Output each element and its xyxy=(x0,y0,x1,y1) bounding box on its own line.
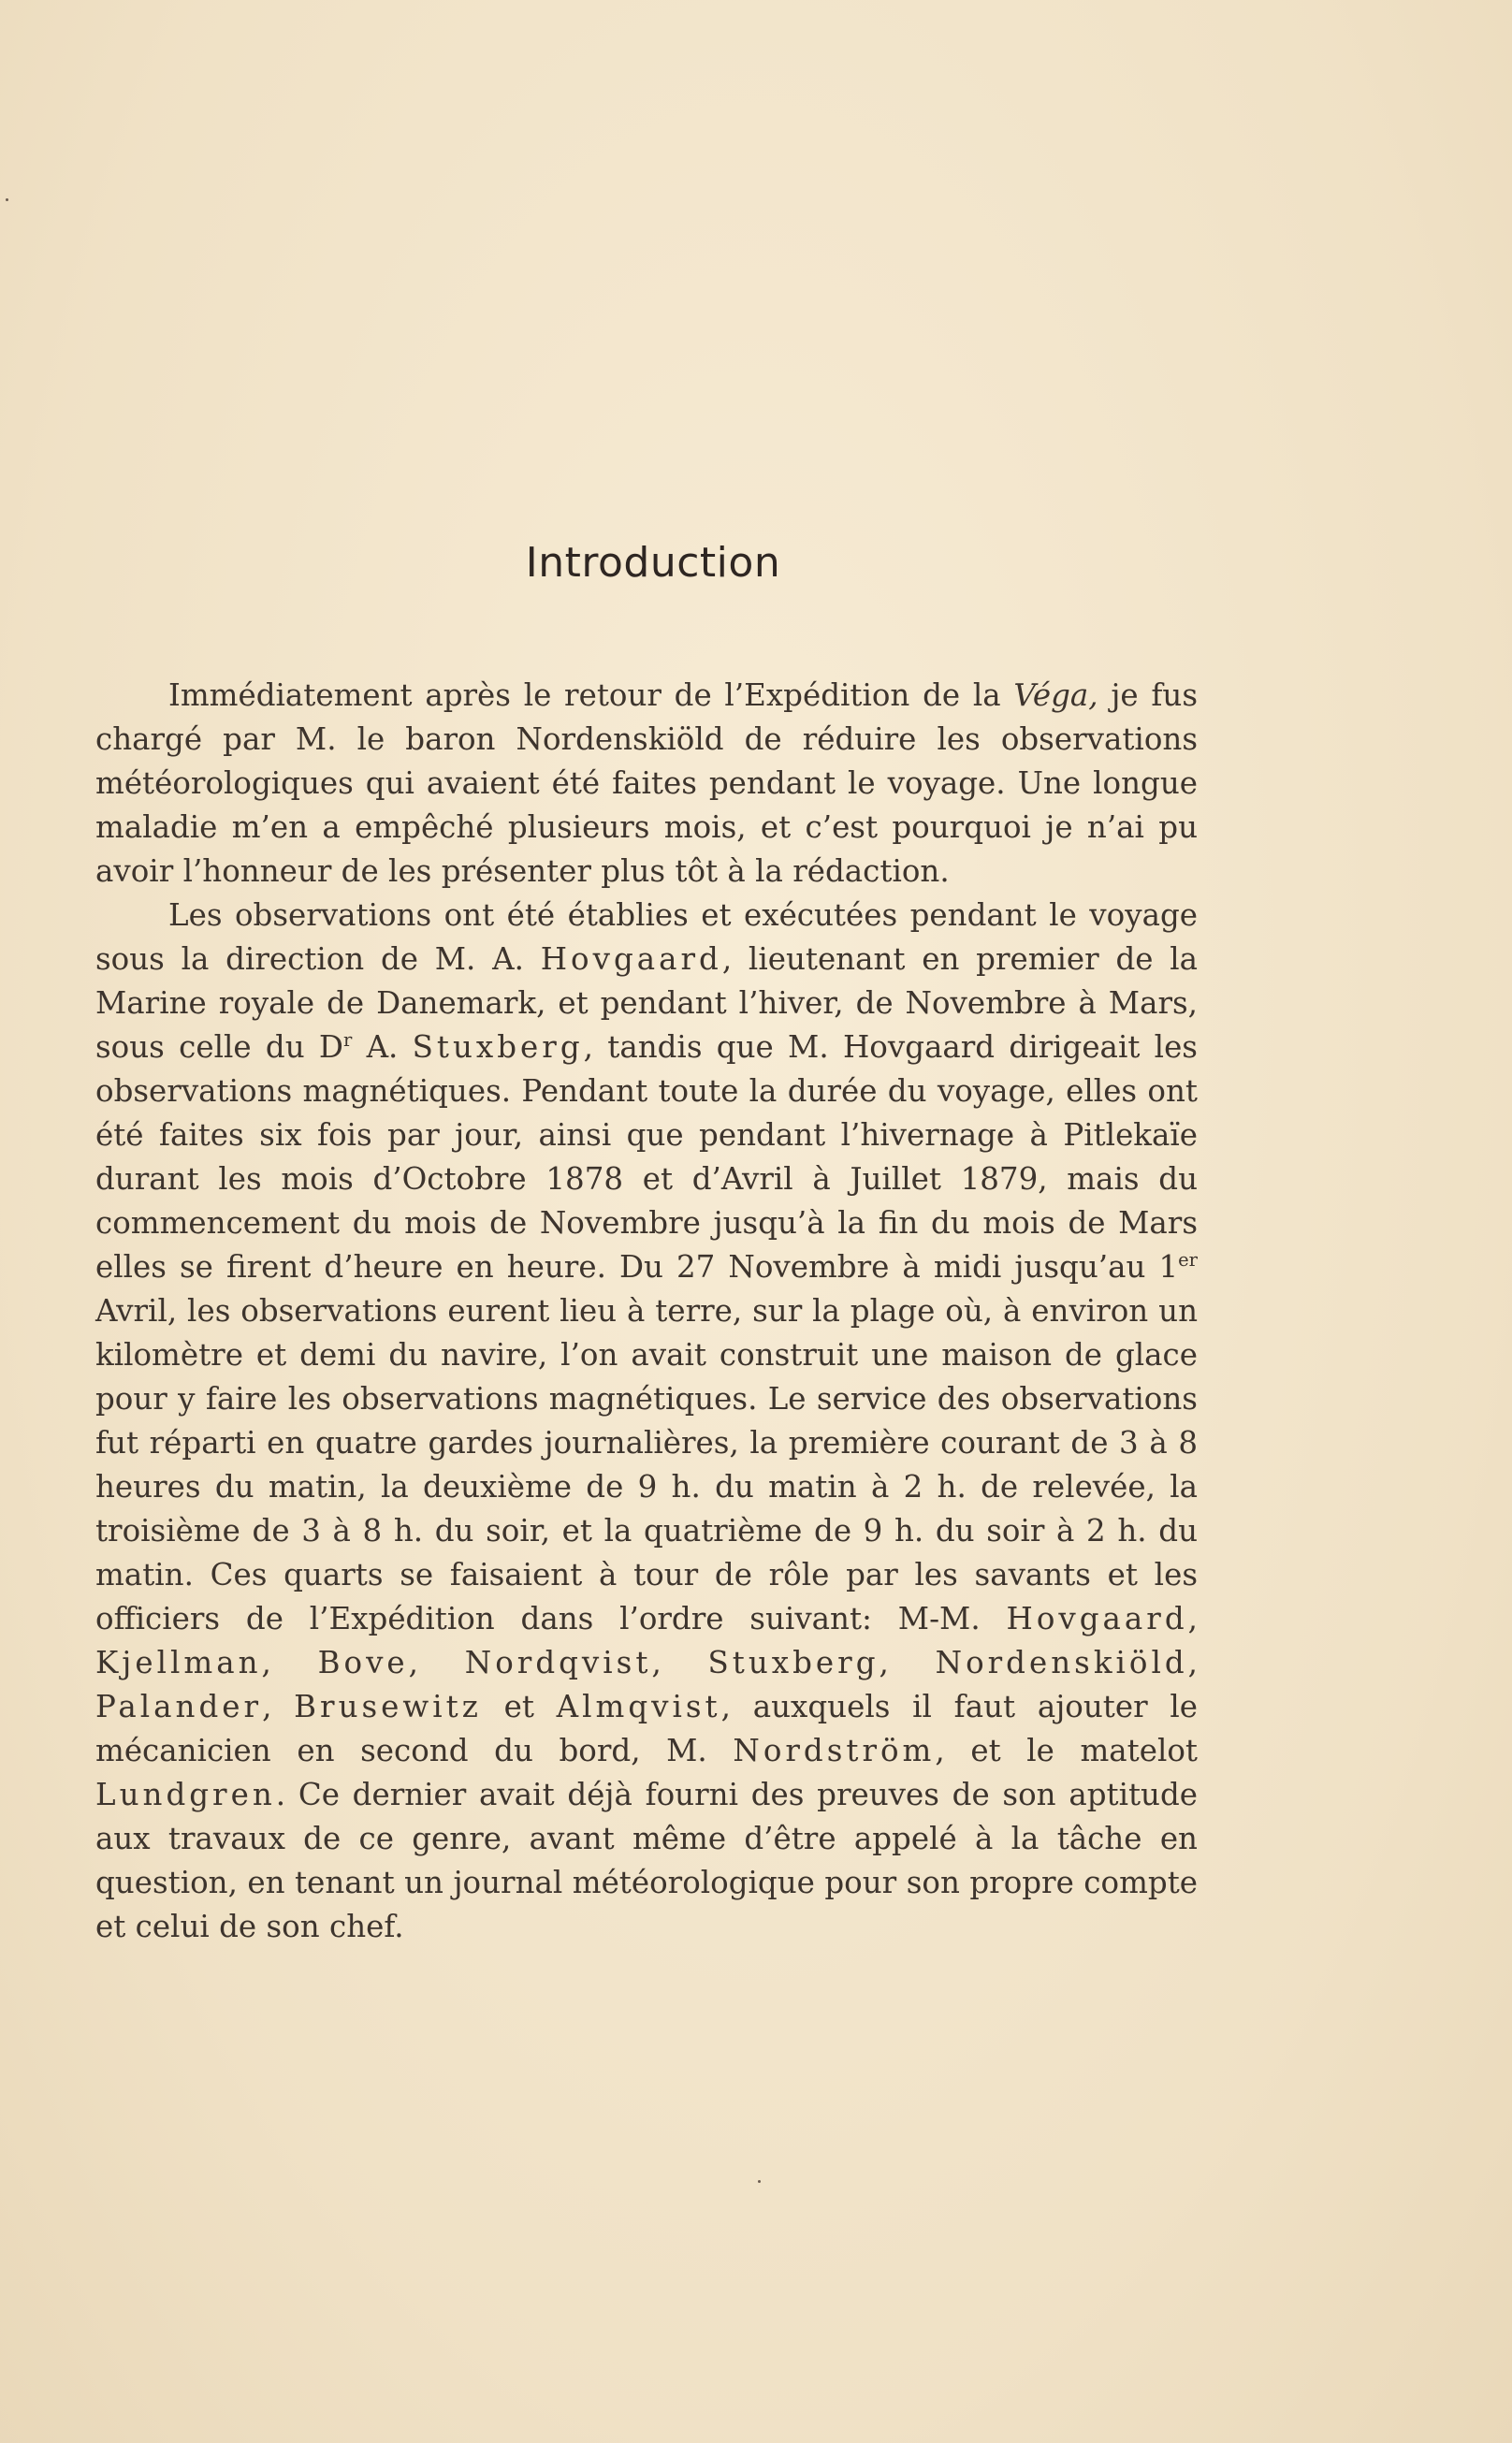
text-run: , auxquels il faut ajouter le mécanicien en second du bord, M. xyxy=(95,1689,1198,1768)
paragraph-2 xyxy=(95,894,1198,1949)
spaced-name: Stuxberg xyxy=(412,1029,584,1065)
superscript-text: er xyxy=(1178,1249,1198,1272)
spaced-name: Brusewitz xyxy=(294,1689,482,1724)
text-run: , tandis que M. Hovgaard dirigeait les observations magnétiques. Pendant toute la durée du voyage, elles ont été faites six fois par jour, ainsi que pendant l’hivernage à Pitlekaïe durant les mois d’Octobre 1878 et d’Avril à Juillet 1879, mais du commencement du mois de Novembre jusqu’à la fin du mois de Mars elles se firent d’heure en heure. Du 27 Novembre à midi jusqu’au 1 xyxy=(95,1029,1198,1285)
spaced-name: Hovgaard xyxy=(540,941,722,977)
italic-text: Véga, xyxy=(1013,677,1098,713)
spaced-name: Kjellman xyxy=(95,1645,262,1680)
text-run: , lieutenant en premier de la Marine royale de Danemark, et pendant l’hiver, de Novembre à Mars, sous celle du D xyxy=(95,941,1198,1065)
text-run: Avril, les observations eurent lieu à terre, sur la plage où, à environ un kilomètre et demi du navire, l’on avait construit une maison de glace pour y faire les observations magnétiques. Le service des observations fut réparti en quatre gardes journalières, la première courant de 3 à 8 heures du matin, la deuxième de 9 h. du matin à 2 h. de relevée, la troisième de 3 à 8 h. du soir, et la quatrième de 9 h. du soir à 2 h. du matin. Ces quarts se faisaient à tour de rôle par les savants et les officiers de l’Expédition dans l’ordre suivant: M-M. xyxy=(95,1293,1198,1636)
text-run: , xyxy=(879,1645,936,1680)
paragraph-1 xyxy=(95,674,1198,894)
text-run: Immédiatement après le retour de l’Expédition de la xyxy=(168,677,1014,713)
text-run: , xyxy=(408,1645,465,1680)
page-speck xyxy=(6,198,8,201)
spaced-name: Palander xyxy=(95,1689,263,1724)
page-title: Introduction xyxy=(525,539,781,587)
text-run: et xyxy=(481,1689,557,1724)
text-run: , xyxy=(651,1645,708,1680)
spaced-name: Stuxberg xyxy=(707,1645,880,1680)
spaced-name: Almqvist xyxy=(556,1689,721,1724)
text-run: , xyxy=(1187,1601,1198,1636)
text-run: , xyxy=(262,1689,295,1724)
text-run: , xyxy=(1187,1645,1199,1680)
spaced-name: Nordenskiöld xyxy=(935,1645,1188,1680)
body-text xyxy=(95,674,1198,1949)
text-run: A. xyxy=(352,1029,413,1065)
page-speck xyxy=(758,2180,761,2183)
spaced-name: Nordqvist xyxy=(464,1645,652,1680)
text-run: Les observations ont été établies et exécutées pendant le voyage sous la direction de M. A. xyxy=(95,897,1198,977)
spaced-name: Nordström xyxy=(733,1733,936,1768)
superscript-text: r xyxy=(342,1029,353,1052)
spaced-name: Bove xyxy=(317,1645,409,1680)
spaced-name: Hovgaard xyxy=(1006,1601,1188,1636)
text-run: . Ce dernier avait déjà fourni des preuves de son aptitude aux travaux de ce genre, avant même d’être appelé à la tâche en question, en tenant un journal météorologique pour son propre compte et celui de son chef. xyxy=(95,1777,1198,1944)
text-run: , xyxy=(261,1645,318,1680)
text-run: je fus chargé par M. le baron Nordenskiöld de réduire les observations météorologiques qui avaient été faites pendant le voyage. Une longue maladie m’en a empêché plusieurs mois, et c’est pourquoi je n’ai pu avoir l’honneur de les présenter plus tôt à la rédaction. xyxy=(95,677,1198,889)
spaced-name: Lundgren xyxy=(95,1777,276,1812)
text-run: , et le matelot xyxy=(935,1733,1198,1768)
